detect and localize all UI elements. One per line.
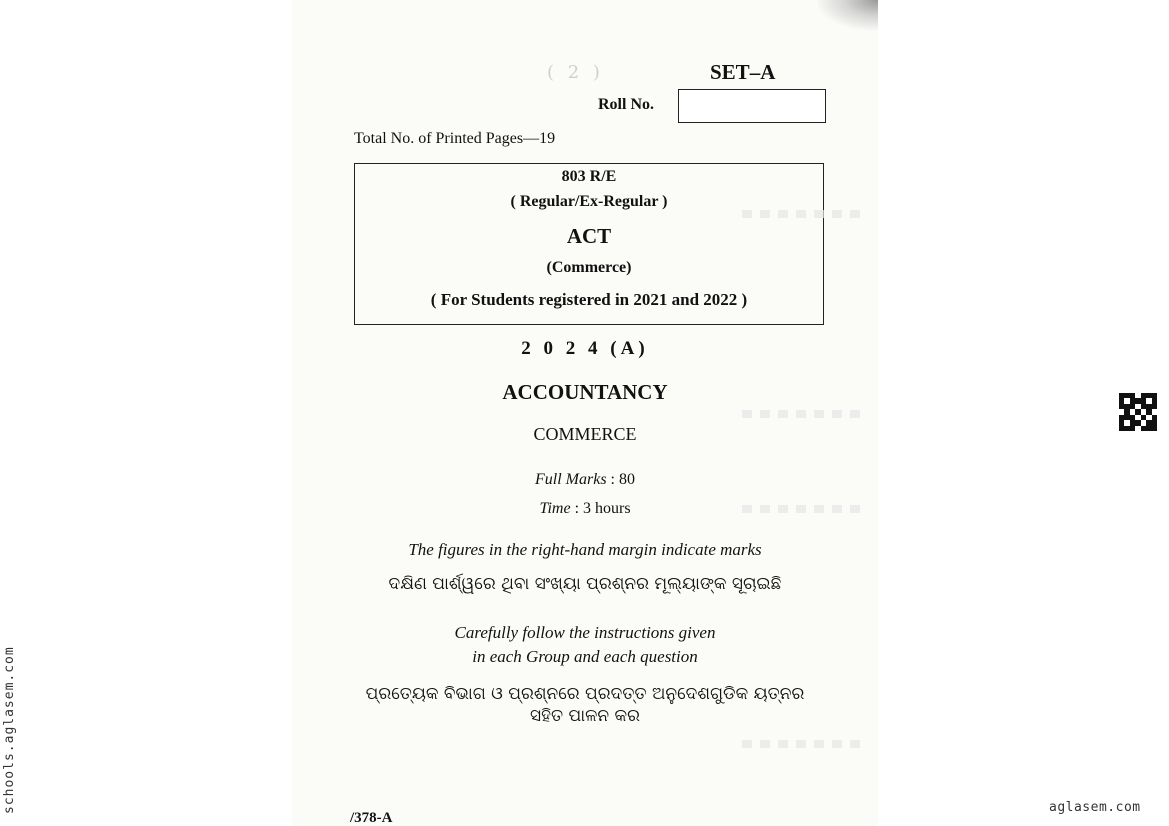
bleed-through-mark bbox=[742, 410, 862, 418]
instruction-follow-line1: Carefully follow the instructions given bbox=[454, 623, 716, 642]
students-registered-note: ( For Students registered in 2021 and 2022 ) bbox=[430, 290, 748, 309]
footer-paper-code: /378-A bbox=[350, 810, 393, 826]
bleed-through-mark bbox=[742, 505, 862, 513]
full-marks-label: Full Marks bbox=[535, 471, 607, 488]
act-label: ACT bbox=[566, 224, 612, 248]
instruction-follow-line2: in each Group and each question bbox=[472, 647, 698, 666]
regular-ex-regular: ( Regular/Ex-Regular ) bbox=[510, 193, 668, 210]
bleed-through-mark bbox=[742, 210, 862, 218]
full-marks bbox=[292, 471, 878, 489]
instruction-follow-odia-line2: ସହିତ ପାଳନ କର bbox=[530, 706, 640, 726]
subject-title: ACCOUNTANCY bbox=[502, 380, 668, 404]
exam-year: 2 0 2 4 (A) bbox=[521, 338, 649, 359]
qr-code-icon bbox=[1119, 393, 1157, 431]
set-label: SET–A bbox=[710, 60, 776, 84]
roll-number-label: Roll No. bbox=[598, 96, 654, 113]
time-value: : 3 hours bbox=[574, 500, 631, 517]
roll-number-box bbox=[678, 89, 826, 123]
total-printed-pages: Total No. of Printed Pages—19 bbox=[354, 130, 556, 147]
instruction-follow-odia-line1: ପ୍ରତ୍ୟେକ ବିଭାଗ ଓ ପ୍ରଶ୍ନରେ ପ୍ରଦତ୍ତ ଅନୁଦେଶଗୁଡିକ ୟତ୍ନର bbox=[365, 684, 805, 704]
time-label: Time bbox=[539, 500, 571, 517]
stream-title: COMMERCE bbox=[533, 424, 637, 444]
bleed-through-mark bbox=[742, 740, 862, 748]
corner-watermark: aglasem.com bbox=[1049, 800, 1141, 815]
ghost-page-number: ( 2 ) bbox=[547, 62, 604, 83]
instruction-marks-odia: ଦକ୍ଷିଣ ପାର୍ଶ୍ୱରେ ଥିବା ସଂଖ୍ୟା ପ୍ରଶ୍ନର ମୂଲ୍ୟାଙ୍କ ସୂଚାଇଛି bbox=[388, 574, 782, 594]
commerce-label: (Commerce) bbox=[546, 259, 632, 276]
full-marks-value: : 80 bbox=[610, 471, 635, 488]
paper-info-box bbox=[354, 163, 824, 325]
exam-paper-sheet bbox=[292, 0, 878, 826]
side-watermark: schools.aglasem.com bbox=[2, 646, 17, 814]
instruction-marks: The figures in the right-hand margin indicate marks bbox=[408, 540, 762, 559]
paper-code: 803 R/E bbox=[561, 168, 617, 185]
